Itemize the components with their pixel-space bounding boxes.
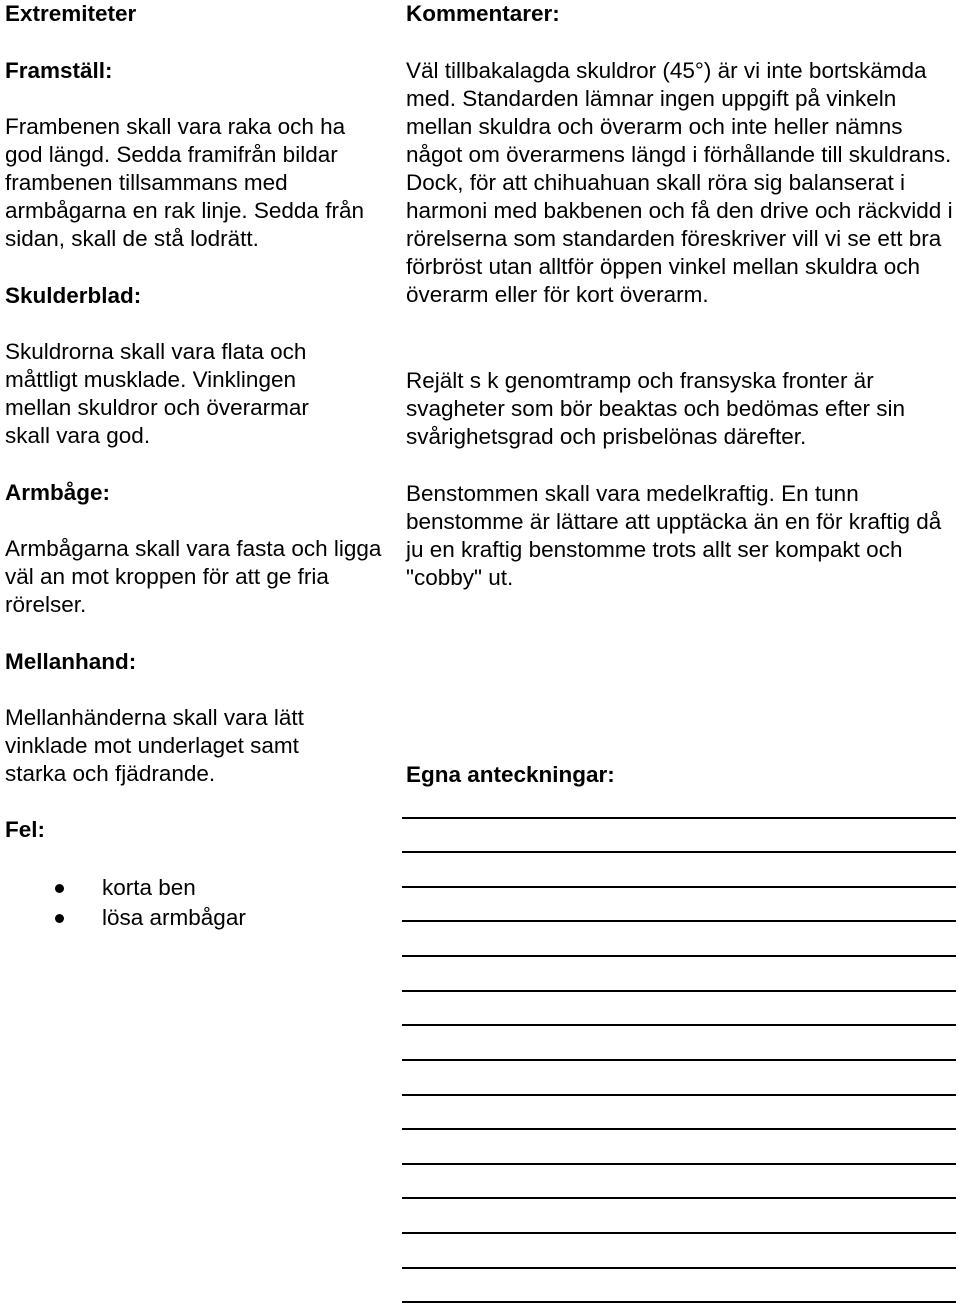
note-line[interactable] bbox=[402, 817, 956, 819]
note-line[interactable] bbox=[402, 1024, 956, 1026]
note-line[interactable] bbox=[402, 851, 956, 853]
mellanhand-text: Mellanhänderna skall vara lätt vinklade mot underlaget samt starka och fjädrande. bbox=[5, 705, 304, 786]
note-line[interactable] bbox=[402, 1232, 956, 1234]
bullet-icon bbox=[55, 884, 64, 893]
kommentarer-paragraph-2: Rejält s k genomtramp och fransyska fronter är svagheter som bör beaktas och bedömas efter sin svårighetsgrad och prisbelönas därefter. bbox=[406, 368, 906, 449]
list-item-label: lösa armbågar bbox=[102, 905, 246, 930]
note-line[interactable] bbox=[402, 990, 956, 992]
note-line[interactable] bbox=[402, 1267, 956, 1269]
fel-heading: Fel: bbox=[5, 817, 46, 842]
list-item bbox=[52, 903, 246, 933]
note-line[interactable] bbox=[402, 1301, 956, 1303]
list-item bbox=[52, 873, 246, 903]
bullet-icon bbox=[55, 914, 64, 923]
list-item-label: korta ben bbox=[102, 875, 196, 900]
note-line[interactable] bbox=[402, 1163, 956, 1165]
kommentarer-paragraph-1: Väl tillbakalagda skuldror (45°) är vi inte bortskämda med. Standarden lämnar ingen uppgift på vinkeln mellan skuldra och överarm och inte heller nämns något om överarmens längd i förhållande till skuldrans. Dock, för att chihuahuan skall röra sig balanserat i harmoni med bakbenen och få den drive och räckvidd i rörelserna som standarden föreskriver vill vi se ett bra förbröst utan alltför öppen vinkel mellan skuldra och överarm eller för kort överarm. bbox=[406, 58, 953, 307]
fel-list bbox=[52, 873, 246, 933]
skulderblad-heading: Skulderblad: bbox=[5, 283, 142, 308]
armbage-text: Armbågarna skall vara fasta och ligga väl an mot kroppen för att ge fria rörelser. bbox=[5, 536, 382, 617]
kommentarer-heading: Kommentarer: bbox=[406, 1, 560, 26]
egna-anteckningar-heading: Egna anteckningar: bbox=[406, 762, 615, 787]
mellanhand-heading: Mellanhand: bbox=[5, 649, 137, 674]
note-line[interactable] bbox=[402, 886, 956, 888]
note-line[interactable] bbox=[402, 920, 956, 922]
armbage-heading: Armbåge: bbox=[5, 480, 111, 505]
note-line[interactable] bbox=[402, 1128, 956, 1130]
note-line[interactable] bbox=[402, 1197, 956, 1199]
framstall-text: Frambenen skall vara raka och ha god längd. Sedda framifrån bildar frambenen tillsammans med armbågarna en rak linje. Sedda från sidan, skall de stå lodrätt. bbox=[5, 114, 364, 251]
note-line[interactable] bbox=[402, 1059, 956, 1061]
framstall-heading: Framställ: bbox=[5, 58, 113, 83]
note-line[interactable] bbox=[402, 1094, 956, 1096]
note-line[interactable] bbox=[402, 955, 956, 957]
section-title: Extremiteter bbox=[5, 1, 137, 26]
skulderblad-text: Skuldrorna skall vara flata och måttligt musklade. Vinklingen mellan skuldror och överarmar skall vara god. bbox=[5, 339, 309, 448]
kommentarer-paragraph-3: Benstommen skall vara medelkraftig. En tunn benstomme är lättare att upptäcka än en för kraftig då ju en kraftig benstomme trots allt ser kompakt och "cobby" ut. bbox=[406, 481, 942, 590]
